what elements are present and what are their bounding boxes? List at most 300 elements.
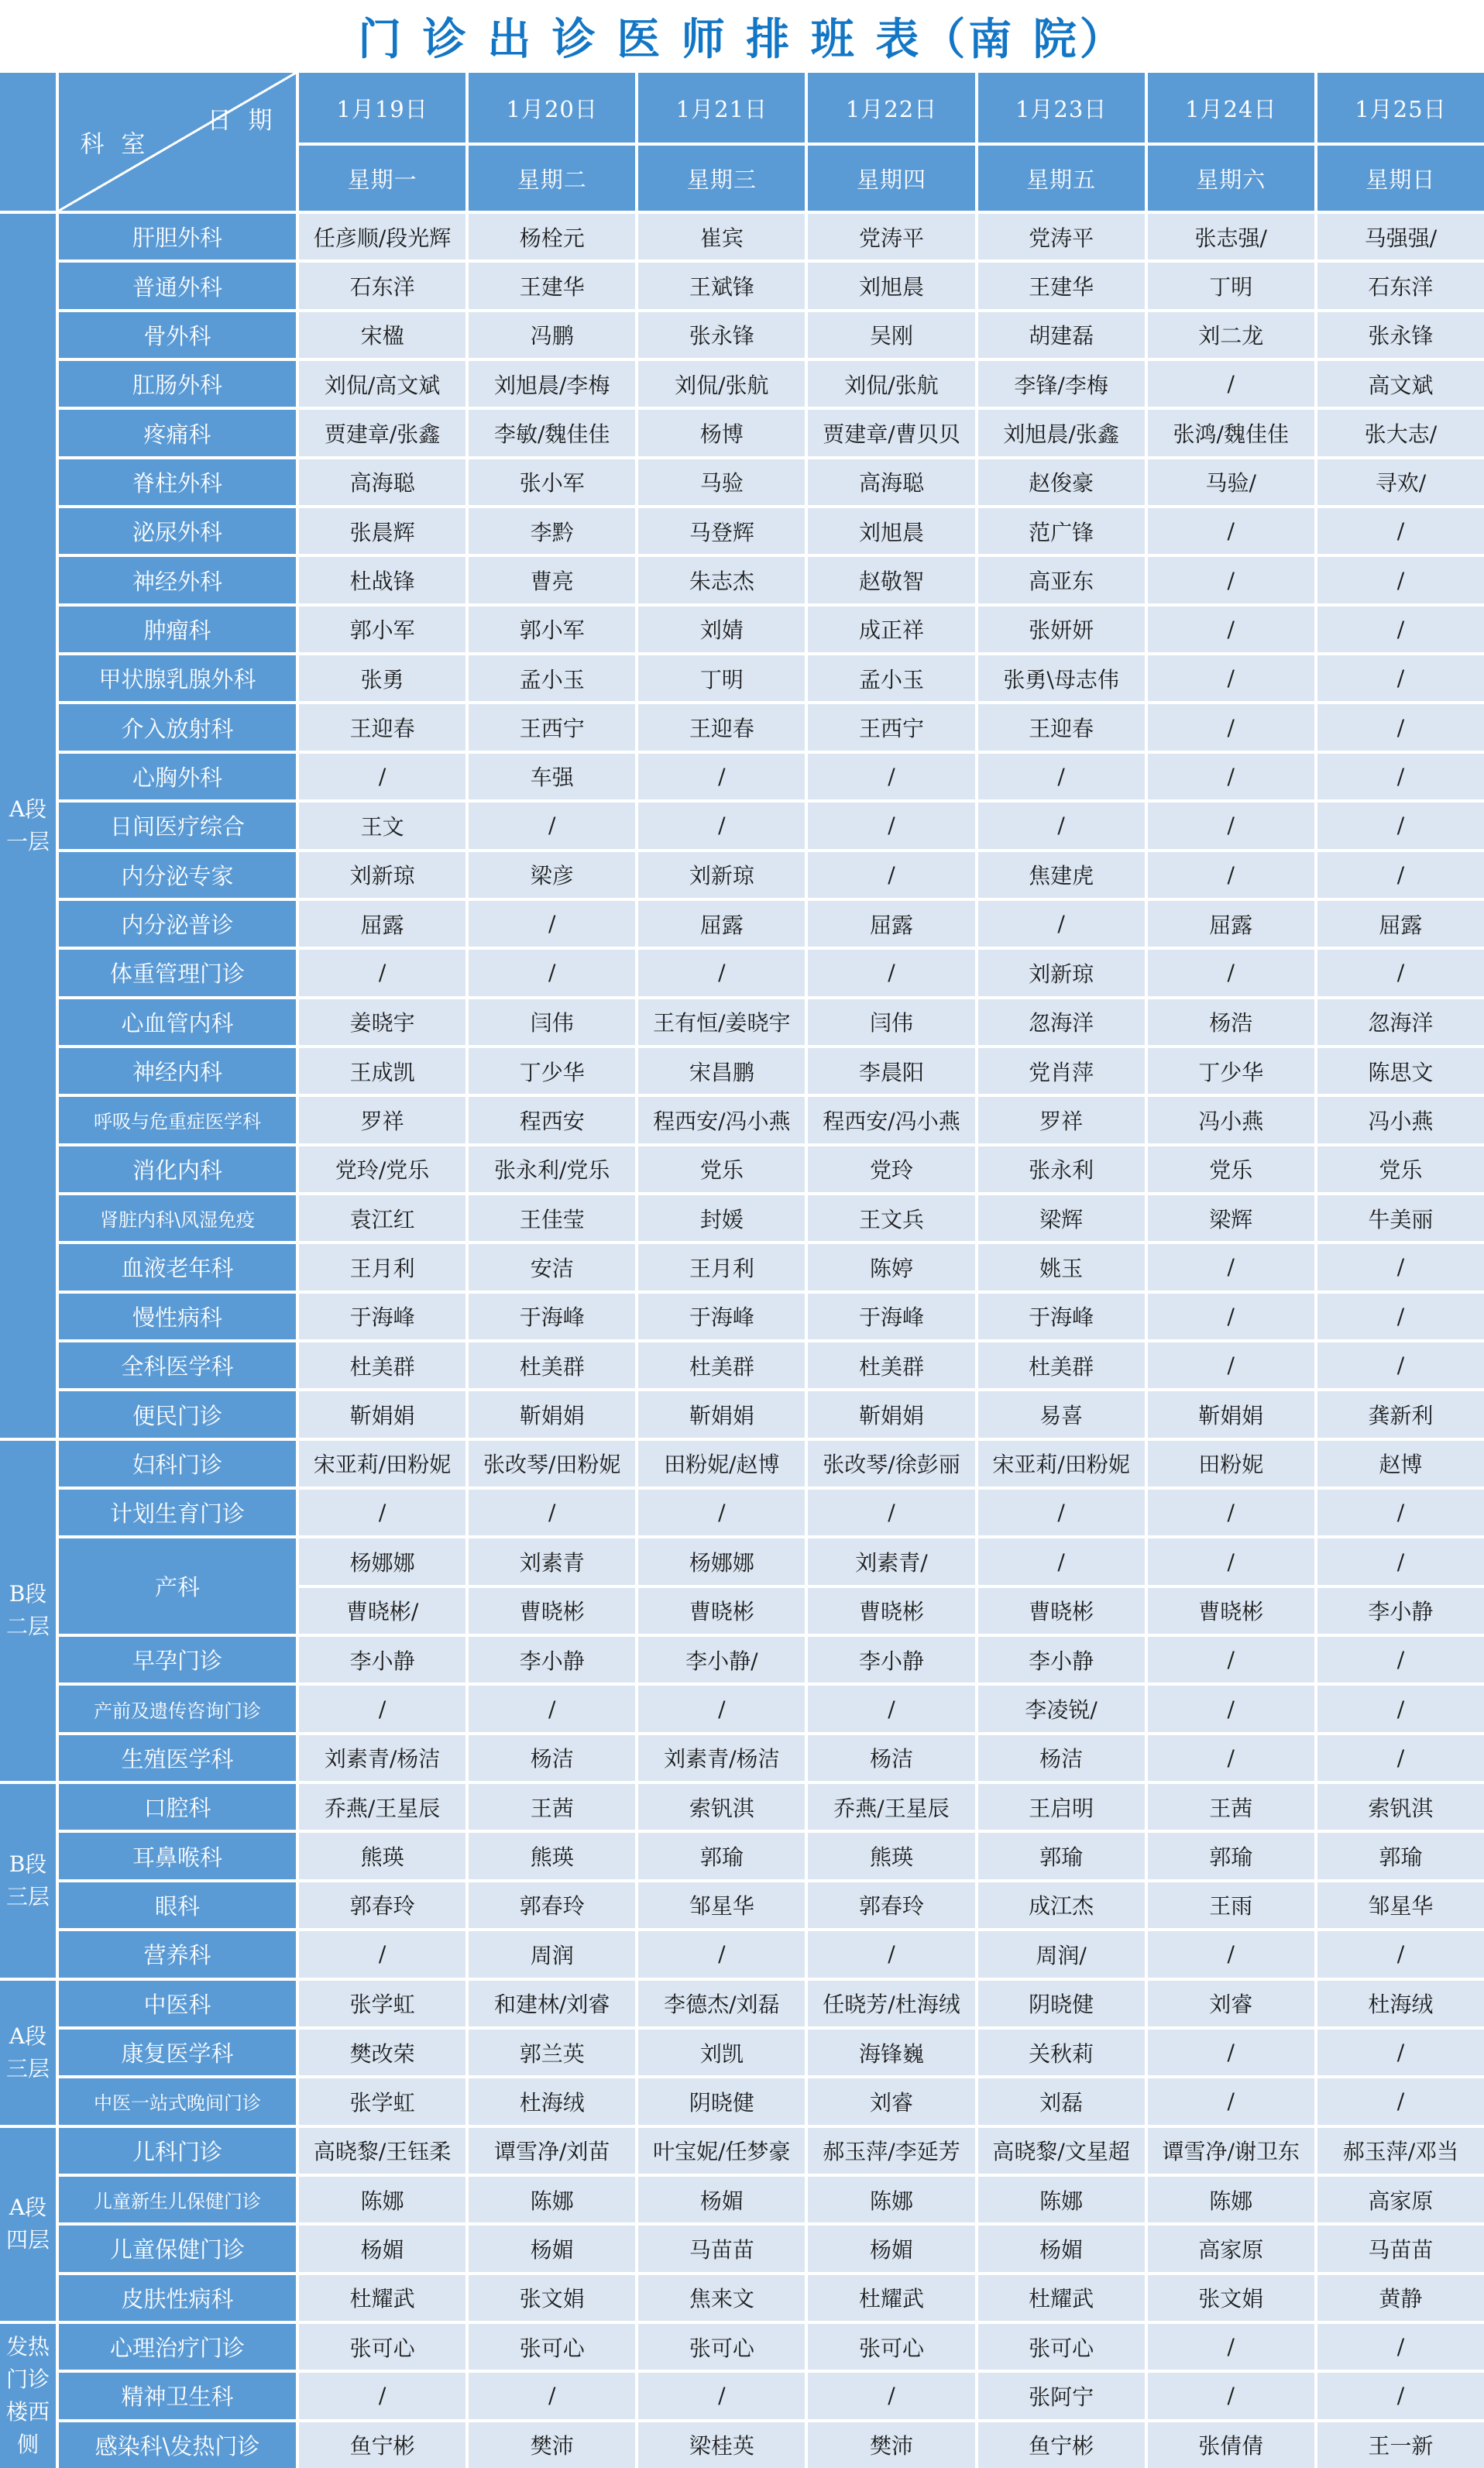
schedule-cell: 马登辉 (638, 508, 805, 554)
schedule-cell: 袁江红 (299, 1195, 465, 1241)
dept-cell: 神经外科 (59, 557, 296, 603)
schedule-cell: 曹晓彬/ (299, 1588, 465, 1634)
schedule-cell: 靳娟娟 (638, 1391, 805, 1437)
schedule-cell: 高晓黎/文星超 (978, 2128, 1145, 2174)
schedule-cell: 梁桂英 (638, 2422, 805, 2468)
schedule-cell: 杨娜娜 (638, 1538, 805, 1584)
dept-cell: 便民门诊 (59, 1391, 296, 1437)
schedule-cell: 周润 (469, 1931, 635, 1977)
schedule-cell: / (638, 1490, 805, 1535)
schedule-cell: / (638, 1931, 805, 1977)
schedule-cell: 党乐 (1148, 1146, 1314, 1192)
dept-cell: 计划生育门诊 (59, 1490, 296, 1535)
schedule-cell: 任晓芳/杜海绒 (808, 1981, 974, 2026)
schedule-cell: 杜美群 (808, 1342, 974, 1388)
schedule-cell: / (1317, 1342, 1484, 1388)
schedule-cell: 罗祥 (299, 1097, 465, 1143)
schedule-cell: / (299, 1686, 465, 1731)
schedule-cell: 郭小军 (299, 607, 465, 652)
schedule-cell: 王月利 (299, 1244, 465, 1290)
schedule-cell: 陈婷 (808, 1244, 974, 1290)
schedule-cell: 王迎春 (299, 704, 465, 750)
schedule-cell: / (808, 950, 974, 995)
date-header-cell: 1月22日 (808, 73, 974, 143)
schedule-cell: 刘磊 (978, 2078, 1145, 2124)
schedule-cell: 任彦顺/段光辉 (299, 214, 465, 260)
schedule-cell: 宋亚莉/田粉妮 (978, 1441, 1145, 1487)
dept-cell: 甲状腺乳腺外科 (59, 655, 296, 701)
schedule-cell: 忽海洋 (978, 999, 1145, 1045)
schedule-cell: 王西宁 (469, 704, 635, 750)
schedule-cell: 于海峰 (299, 1294, 465, 1339)
date-header-cell: 1月24日 (1148, 73, 1314, 143)
section-label-text: A段四层 (5, 2195, 50, 2253)
date-header-cell: 1月19日 (299, 73, 465, 143)
schedule-cell: 赵俊豪 (978, 459, 1145, 505)
schedule-cell: / (1148, 1931, 1314, 1977)
schedule-cell: 李小静/ (638, 1637, 805, 1683)
schedule-cell: 陈娜 (469, 2177, 635, 2222)
schedule-cell: 杜美群 (638, 1342, 805, 1388)
schedule-cell: / (808, 803, 974, 848)
schedule-cell: / (1317, 704, 1484, 750)
schedule-cell: 李小静 (978, 1637, 1145, 1683)
schedule-cell: 张永锋 (638, 312, 805, 358)
schedule-cell: 陈思文 (1317, 1048, 1484, 1094)
dept-cell: 消化内科 (59, 1146, 296, 1192)
schedule-cell: 郭春玲 (299, 1882, 465, 1928)
schedule-cell: / (1317, 754, 1484, 799)
schedule-cell: 杨浩 (1148, 999, 1314, 1045)
schedule-cell: / (1148, 361, 1314, 407)
schedule-cell: 张改琴/徐彭丽 (808, 1441, 974, 1487)
schedule-cell: 刘凯 (638, 2030, 805, 2075)
schedule-cell: 刘素青/ (808, 1538, 974, 1584)
schedule-cell: 李小静 (469, 1637, 635, 1683)
schedule-cell: 李德杰/刘磊 (638, 1981, 805, 2026)
schedule-cell: 姚玉 (978, 1244, 1145, 1290)
schedule-table (0, 73, 1484, 2468)
schedule-cell: 宋亚莉/田粉妮 (299, 1441, 465, 1487)
schedule-cell: 杜耀武 (299, 2275, 465, 2321)
schedule-cell: 熊瑛 (808, 1833, 974, 1878)
schedule-cell: 阴晓健 (978, 1981, 1145, 2026)
schedule-cell: / (469, 950, 635, 995)
schedule-cell: 封媛 (638, 1195, 805, 1241)
dept-cell: 肾脏内科\风湿免疫 (59, 1195, 296, 1241)
schedule-cell: 杨洁 (808, 1735, 974, 1781)
schedule-cell: 杜耀武 (808, 2275, 974, 2321)
schedule-cell: 刘睿 (1148, 1981, 1314, 2026)
dept-cell: 肝胆外科 (59, 214, 296, 260)
schedule-cell: 靳娟娟 (808, 1391, 974, 1437)
schedule-cell: 王有恒/姜晓宇 (638, 999, 805, 1045)
schedule-cell: 屈露 (1148, 901, 1314, 947)
date-header-cell: 1月25日 (1317, 73, 1484, 143)
schedule-cell: 杨栓元 (469, 214, 635, 260)
schedule-cell: 张文娟 (1148, 2275, 1314, 2321)
date-header-cell: 1月23日 (978, 73, 1145, 143)
schedule-cell: 王一新 (1317, 2422, 1484, 2468)
section-label-text: B段三层 (5, 1851, 50, 1909)
schedule-cell: 曹亮 (469, 557, 635, 603)
schedule-cell: 叶宝妮/任梦豪 (638, 2128, 805, 2174)
schedule-cell: 屈露 (638, 901, 805, 947)
schedule-cell: 王建华 (469, 263, 635, 308)
schedule-cell: 乔燕/王星辰 (808, 1784, 974, 1830)
schedule-cell: 高文斌 (1317, 361, 1484, 407)
schedule-cell: 刘睿 (808, 2078, 974, 2124)
schedule-cell: 谭雪净/谢卫东 (1148, 2128, 1314, 2174)
schedule-cell: 陈娜 (808, 2177, 974, 2222)
schedule-cell: 贾建章/曹贝贝 (808, 410, 974, 455)
dept-cell: 泌尿外科 (59, 508, 296, 554)
schedule-cell: 冯小燕 (1148, 1097, 1314, 1143)
dept-cell: 全科医学科 (59, 1342, 296, 1388)
dept-cell: 心血管内科 (59, 999, 296, 1045)
weekday-header-cell: 星期二 (469, 146, 635, 211)
date-header-cell: 1月20日 (469, 73, 635, 143)
schedule-cell: 王茜 (469, 1784, 635, 1830)
dept-cell: 体重管理门诊 (59, 950, 296, 995)
dept-cell: 生殖医学科 (59, 1735, 296, 1781)
schedule-cell: 焦建虎 (978, 852, 1145, 898)
schedule-cell: 郭春玲 (469, 1882, 635, 1928)
schedule-cell: / (638, 2373, 805, 2418)
schedule-cell: 孟小玉 (469, 655, 635, 701)
schedule-cell: / (1148, 1244, 1314, 1290)
schedule-cell: 刘旭晨 (808, 263, 974, 308)
schedule-cell: 党玲/党乐 (299, 1146, 465, 1192)
schedule-cell: / (1317, 803, 1484, 848)
schedule-cell: 邹星华 (638, 1882, 805, 1928)
schedule-cell: 于海峰 (978, 1294, 1145, 1339)
schedule-cell: 高海聪 (299, 459, 465, 505)
schedule-cell: / (1317, 1490, 1484, 1535)
schedule-cell: / (299, 950, 465, 995)
schedule-cell: 贾建章/张鑫 (299, 410, 465, 455)
dept-cell: 神经内科 (59, 1048, 296, 1094)
schedule-cell: 孟小玉 (808, 655, 974, 701)
schedule-cell: 周润/ (978, 1931, 1145, 1977)
schedule-cell: 李黔 (469, 508, 635, 554)
schedule-cell: 杜美群 (469, 1342, 635, 1388)
schedule-cell: 刘旭晨/李梅 (469, 361, 635, 407)
schedule-cell: 杜战锋 (299, 557, 465, 603)
schedule-cell: 熊瑛 (469, 1833, 635, 1878)
schedule-cell: 丁少华 (1148, 1048, 1314, 1094)
schedule-cell: 杨洁 (978, 1735, 1145, 1781)
schedule-cell: / (1148, 1686, 1314, 1731)
schedule-cell: 梁辉 (1148, 1195, 1314, 1241)
schedule-cell: 陈娜 (978, 2177, 1145, 2222)
schedule-cell: 刘婧 (638, 607, 805, 652)
schedule-cell: 樊沛 (808, 2422, 974, 2468)
schedule-cell: / (299, 1931, 465, 1977)
schedule-cell: / (299, 754, 465, 799)
schedule-cell: / (1317, 557, 1484, 603)
schedule-cell: 杜美群 (978, 1342, 1145, 1388)
schedule-cell: / (808, 852, 974, 898)
schedule-cell: 杨媚 (638, 2177, 805, 2222)
schedule-cell: / (638, 803, 805, 848)
schedule-cell: 梁辉 (978, 1195, 1145, 1241)
schedule-cell: 张勇 (299, 655, 465, 701)
schedule-cell: 宋楹 (299, 312, 465, 358)
dept-cell: 精神卫生科 (59, 2373, 296, 2418)
dept-cell: 妇科门诊 (59, 1441, 296, 1487)
dept-cell: 中医科 (59, 1981, 296, 2026)
schedule-cell: 曹晓彬 (469, 1588, 635, 1634)
schedule-cell: 屈露 (299, 901, 465, 947)
dept-cell: 疼痛科 (59, 410, 296, 455)
schedule-cell: 靳娟娟 (299, 1391, 465, 1437)
schedule-cell: 党玲 (808, 1146, 974, 1192)
dept-cell: 介入放射科 (59, 704, 296, 750)
schedule-cell: / (1317, 1637, 1484, 1683)
schedule-cell: 杜耀武 (978, 2275, 1145, 2321)
schedule-cell: 王文兵 (808, 1195, 974, 1241)
date-header-cell: 1月21日 (638, 73, 805, 143)
schedule-cell: / (1148, 704, 1314, 750)
schedule-cell: 王月利 (638, 1244, 805, 1290)
schedule-cell: 田粉妮 (1148, 1441, 1314, 1487)
schedule-cell: / (1148, 2078, 1314, 2124)
schedule-cell: 党涛平 (808, 214, 974, 260)
schedule-cell: / (469, 803, 635, 848)
schedule-cell: 王迎春 (638, 704, 805, 750)
schedule-cell: 李小静 (299, 1637, 465, 1683)
schedule-cell: 赵博 (1317, 1441, 1484, 1487)
corner-dept-label: 科 室 (80, 130, 150, 159)
schedule-cell: 乔燕/王星辰 (299, 1784, 465, 1830)
schedule-cell: / (1148, 1294, 1314, 1339)
corner-blank-cell (0, 73, 56, 211)
schedule-cell: 张倩倩 (1148, 2422, 1314, 2468)
schedule-cell: / (978, 1490, 1145, 1535)
schedule-cell: 刘侃/高文斌 (299, 361, 465, 407)
schedule-cell: 曹晓彬 (638, 1588, 805, 1634)
schedule-cell: 郭瑜 (638, 1833, 805, 1878)
schedule-cell: 忽海洋 (1317, 999, 1484, 1045)
schedule-cell: / (1148, 754, 1314, 799)
schedule-cell: 张学虹 (299, 2078, 465, 2124)
schedule-cell: / (299, 2373, 465, 2418)
schedule-cell: 樊沛 (469, 2422, 635, 2468)
schedule-cell: 郭瑜 (1317, 1833, 1484, 1878)
schedule-cell: / (808, 1686, 974, 1731)
schedule-cell: 张妍妍 (978, 607, 1145, 652)
schedule-cell: 郝玉萍/邓当 (1317, 2128, 1484, 2174)
schedule-cell: 胡建磊 (978, 312, 1145, 358)
schedule-cell: / (1317, 655, 1484, 701)
schedule-cell: 赵敬智 (808, 557, 974, 603)
schedule-cell: 党涛平 (978, 214, 1145, 260)
schedule-cell: 张永利/党乐 (469, 1146, 635, 1192)
schedule-cell: 杨媚 (978, 2226, 1145, 2271)
schedule-cell: 李锋/李梅 (978, 361, 1145, 407)
section-label (0, 214, 56, 1438)
schedule-cell: / (469, 2373, 635, 2418)
schedule-cell: 王迎春 (978, 704, 1145, 750)
schedule-cell: 索钒淇 (1317, 1784, 1484, 1830)
schedule-cell: 梁彦 (469, 852, 635, 898)
schedule-cell: 熊瑛 (299, 1833, 465, 1878)
schedule-cell: 马苗苗 (638, 2226, 805, 2271)
schedule-cell: / (1148, 1342, 1314, 1388)
schedule-cell: 张鸿/魏佳佳 (1148, 410, 1314, 455)
schedule-cell: 曹晓彬 (808, 1588, 974, 1634)
schedule-cell: 于海峰 (808, 1294, 974, 1339)
dept-cell: 儿童保健门诊 (59, 2226, 296, 2271)
schedule-cell: 马强强/ (1317, 214, 1484, 260)
schedule-cell: 崔宾 (638, 214, 805, 260)
schedule-cell: 张阿宁 (978, 2373, 1145, 2418)
schedule-cell: 靳娟娟 (1148, 1391, 1314, 1437)
schedule-cell: 张可心 (469, 2324, 635, 2370)
schedule-cell: / (1148, 2030, 1314, 2075)
schedule-cell: 宋昌鹏 (638, 1048, 805, 1094)
schedule-cell: 王西宁 (808, 704, 974, 750)
schedule-cell: 张永利 (978, 1146, 1145, 1192)
schedule-cell: / (1317, 1538, 1484, 1584)
schedule-cell: 黄静 (1317, 2275, 1484, 2321)
schedule-cell: / (1148, 2324, 1314, 2370)
schedule-cell: 程西安/冯小燕 (638, 1097, 805, 1143)
schedule-cell: 张大志/ (1317, 410, 1484, 455)
dept-cell: 肿瘤科 (59, 607, 296, 652)
schedule-cell: 张可心 (808, 2324, 974, 2370)
schedule-cell: / (1317, 1244, 1484, 1290)
schedule-cell: 寻欢/ (1317, 459, 1484, 505)
section-label (0, 1441, 56, 1781)
schedule-cell: / (299, 1490, 465, 1535)
schedule-cell: / (1317, 2324, 1484, 2370)
schedule-cell: 刘素青 (469, 1538, 635, 1584)
corner-cell (59, 73, 296, 211)
schedule-cell: 刘新琼 (638, 852, 805, 898)
schedule-cell: 刘侃/张航 (638, 361, 805, 407)
schedule-cell: 谭雪净/刘苗 (469, 2128, 635, 2174)
schedule-cell: 安洁 (469, 1244, 635, 1290)
schedule-cell: 屈露 (808, 901, 974, 947)
schedule-cell: / (638, 1686, 805, 1731)
dept-cell: 口腔科 (59, 1784, 296, 1830)
schedule-cell: / (1317, 1686, 1484, 1731)
dept-cell: 儿童新生儿保健门诊 (59, 2177, 296, 2222)
page-title: 门 诊 出 诊 医 师 排 班 表（南 院） (358, 14, 1126, 65)
schedule-cell: 杜美群 (299, 1342, 465, 1388)
schedule-cell: 石东洋 (1317, 263, 1484, 308)
schedule-cell: / (808, 2373, 974, 2418)
section-label (0, 2128, 56, 2321)
schedule-cell: 高海聪 (808, 459, 974, 505)
dept-cell: 产前及遗传咨询门诊 (59, 1686, 296, 1731)
section-label (0, 1784, 56, 1977)
schedule-cell: 张可心 (299, 2324, 465, 2370)
schedule-cell: / (978, 1538, 1145, 1584)
schedule-cell: 王斌锋 (638, 263, 805, 308)
schedule-cell: 陈娜 (1148, 2177, 1314, 2222)
schedule-cell: 杨娜娜 (299, 1538, 465, 1584)
schedule-cell: / (1148, 1735, 1314, 1781)
schedule-cell: 李凌锐/ (978, 1686, 1145, 1731)
schedule-cell: / (1148, 1637, 1314, 1683)
schedule-cell: 陈娜 (299, 2177, 465, 2222)
schedule-cell: 程西安/冯小燕 (808, 1097, 974, 1143)
schedule-cell: / (1317, 1735, 1484, 1781)
schedule-cell: 杨媚 (469, 2226, 635, 2271)
schedule-cell: 范广锋 (978, 508, 1145, 554)
schedule-cell: 田粉妮/赵博 (638, 1441, 805, 1487)
dept-cell: 心理治疗门诊 (59, 2324, 296, 2370)
schedule-cell: 刘素青/杨洁 (299, 1735, 465, 1781)
schedule-cell: 张学虹 (299, 1981, 465, 2026)
schedule-cell: / (1148, 607, 1314, 652)
schedule-cell: 索钒淇 (638, 1784, 805, 1830)
dept-cell: 皮肤性病科 (59, 2275, 296, 2321)
schedule-cell: 易喜 (978, 1391, 1145, 1437)
schedule-cell: 马苗苗 (1317, 2226, 1484, 2271)
schedule-cell: 张可心 (978, 2324, 1145, 2370)
schedule-cell: 鱼宁彬 (299, 2422, 465, 2468)
schedule-cell: 王启明 (978, 1784, 1145, 1830)
schedule-cell: 邹星华 (1317, 1882, 1484, 1928)
schedule-cell: 郭春玲 (808, 1882, 974, 1928)
dept-cell: 呼吸与危重症医学科 (59, 1097, 296, 1143)
schedule-cell: / (1317, 2373, 1484, 2418)
schedule-cell: 高家原 (1317, 2177, 1484, 2222)
schedule-cell: / (469, 901, 635, 947)
schedule-cell: 张勇\母志伟 (978, 655, 1145, 701)
section-label (0, 2324, 56, 2468)
schedule-cell: 刘二龙 (1148, 312, 1314, 358)
schedule-cell: 杨媚 (299, 2226, 465, 2271)
schedule-cell: 龚新利 (1317, 1391, 1484, 1437)
schedule-cell: 杨博 (638, 410, 805, 455)
schedule-cell: 刘新琼 (978, 950, 1145, 995)
schedule-cell: / (808, 1931, 974, 1977)
schedule-cell: 张改琴/田粉妮 (469, 1441, 635, 1487)
dept-cell: 慢性病科 (59, 1294, 296, 1339)
schedule-cell: 刘新琼 (299, 852, 465, 898)
schedule-cell: / (469, 1490, 635, 1535)
schedule-cell: 张可心 (638, 2324, 805, 2370)
dept-cell: 中医一站式晚间门诊 (59, 2078, 296, 2124)
schedule-cell: / (1148, 1538, 1314, 1584)
schedule-cell: / (1148, 852, 1314, 898)
schedule-cell: 丁明 (1148, 263, 1314, 308)
dept-cell: 脊柱外科 (59, 459, 296, 505)
schedule-cell: 杨洁 (469, 1735, 635, 1781)
schedule-cell: / (978, 901, 1145, 947)
schedule-cell: 郭小军 (469, 607, 635, 652)
schedule-cell: 张小军 (469, 459, 635, 505)
schedule-cell: 于海峰 (638, 1294, 805, 1339)
schedule-cell: 杨媚 (808, 2226, 974, 2271)
section-label-text: A段一层 (5, 796, 50, 854)
weekday-header-cell: 星期一 (299, 146, 465, 211)
schedule-cell: 牛美丽 (1317, 1195, 1484, 1241)
schedule-cell: / (1317, 950, 1484, 995)
dept-cell: 普通外科 (59, 263, 296, 308)
dept-cell: 康复医学科 (59, 2030, 296, 2075)
weekday-header-cell: 星期六 (1148, 146, 1314, 211)
schedule-cell: 王茜 (1148, 1784, 1314, 1830)
schedule-cell: / (1317, 508, 1484, 554)
dept-cell: 内分泌普诊 (59, 901, 296, 947)
dept-cell: 日间医疗综合 (59, 803, 296, 848)
